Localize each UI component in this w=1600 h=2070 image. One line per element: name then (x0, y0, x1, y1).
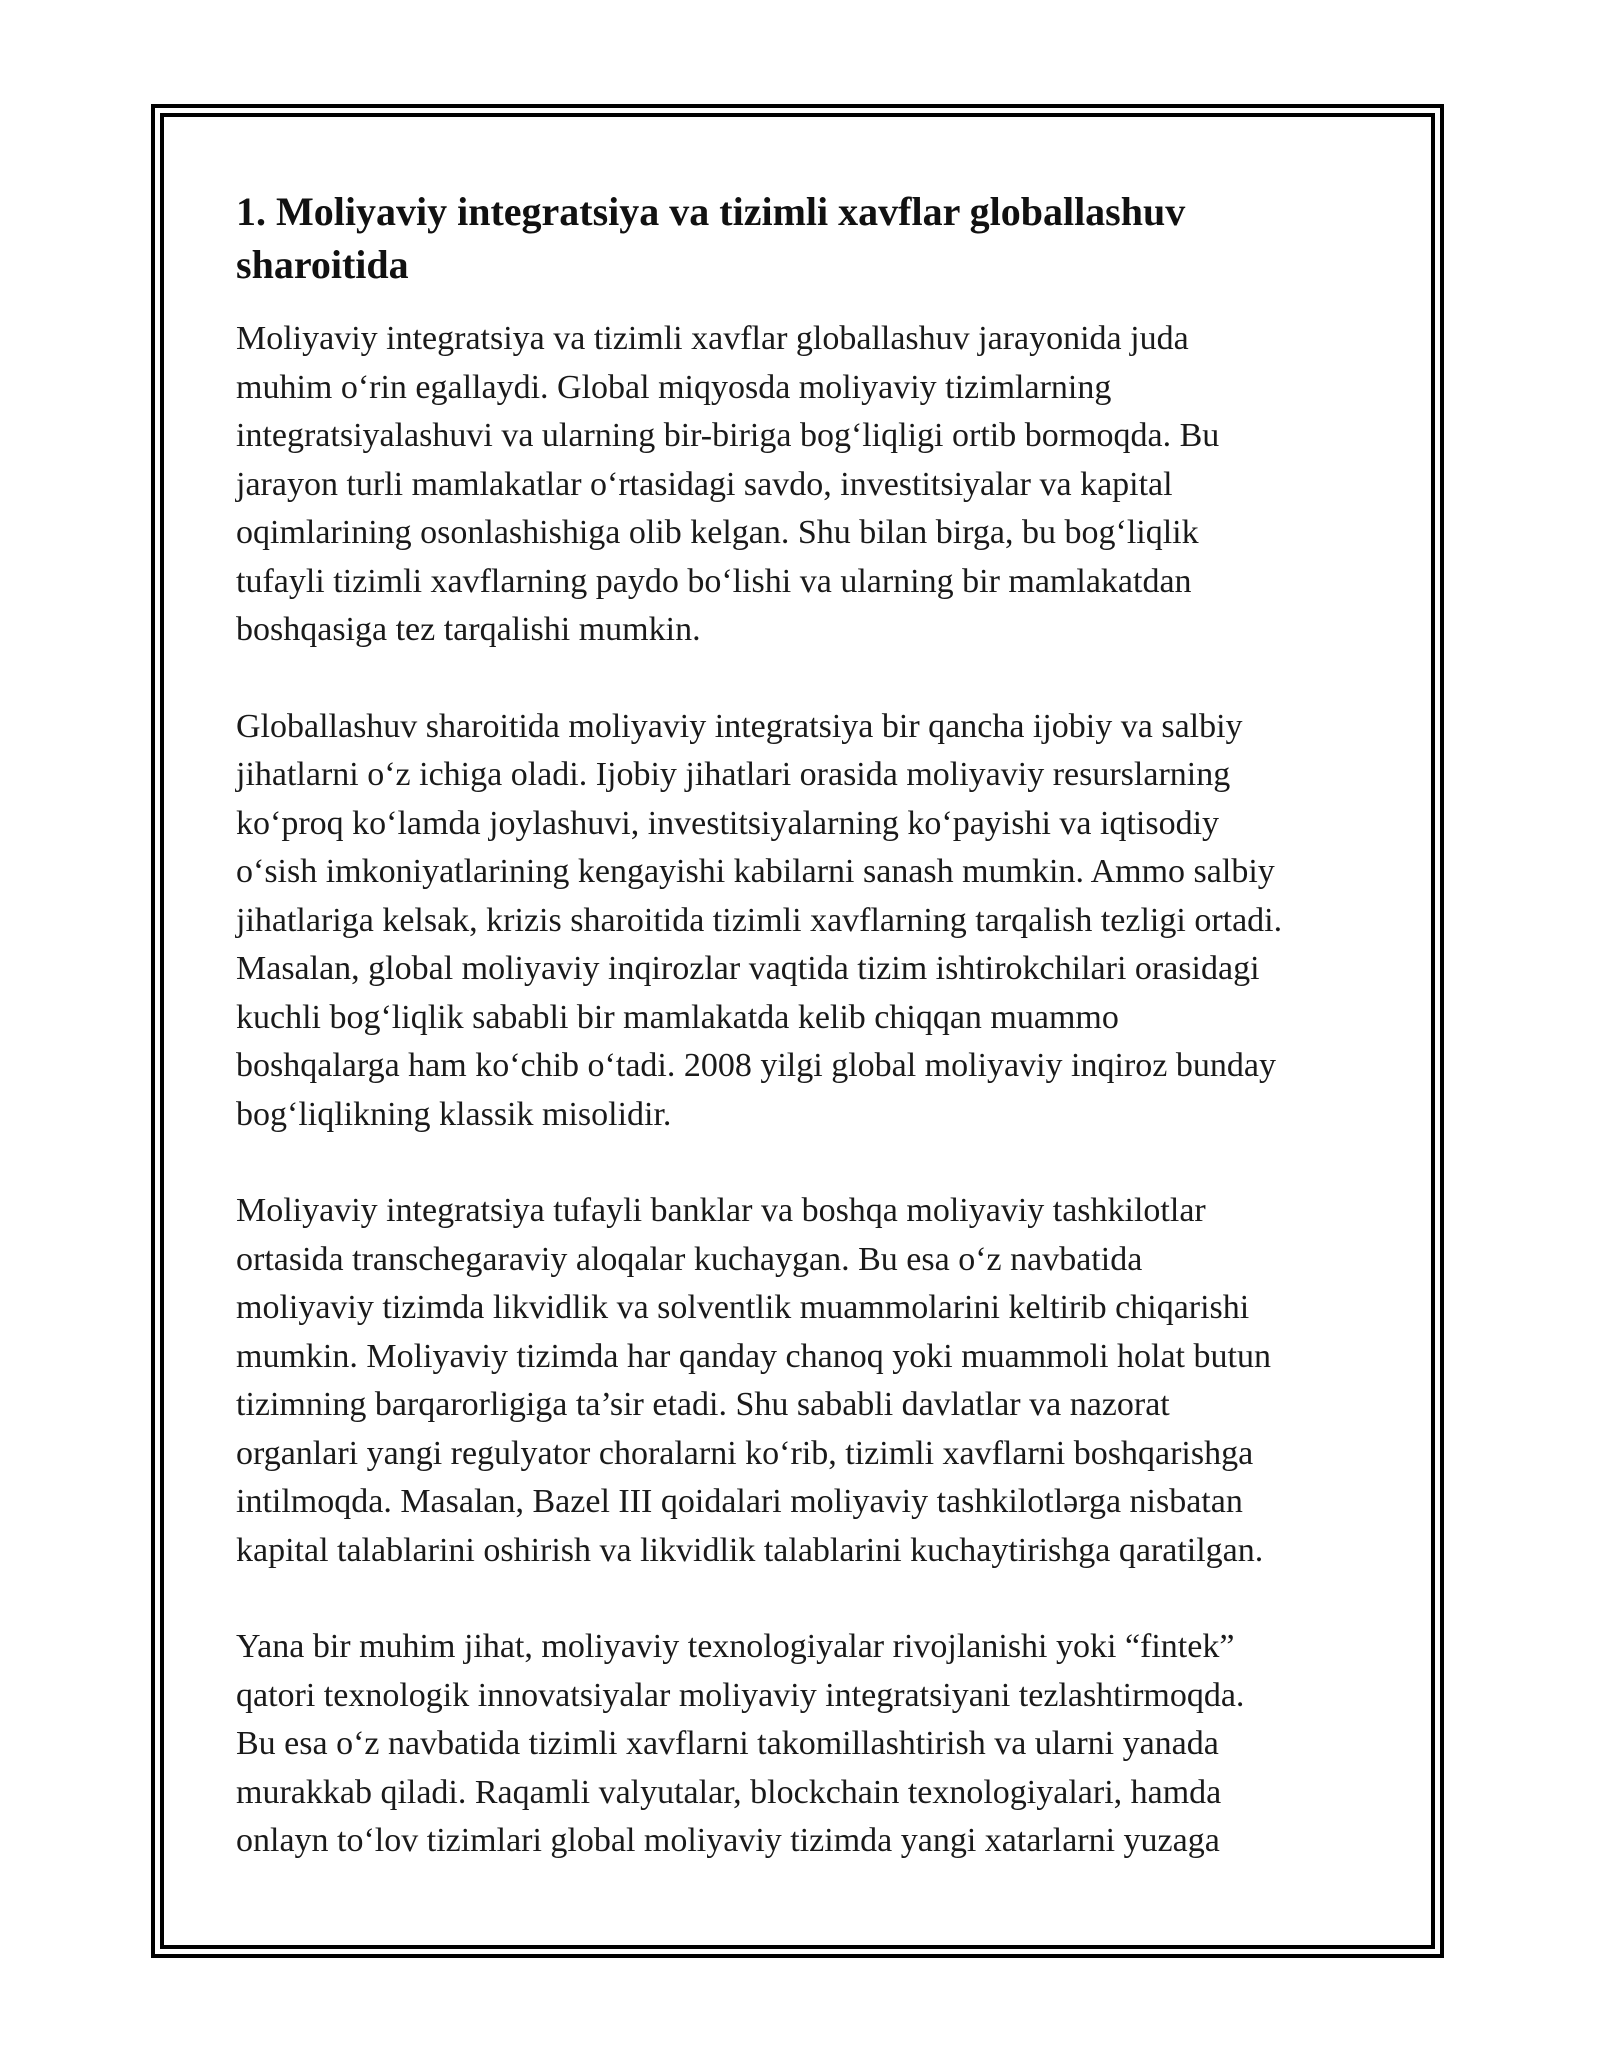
section-heading: 1. Moliyaviy integratsiya va tizimli xavflar globallashuv sharoitida (236, 189, 1186, 287)
paragraph-2: Globallashuv sharoitida moliyaviy integratsiya bir qancha ijobiy va salbiy jihatlarni o‘z ichiga oladi. Ijobiy jihatlari orasida moliyaviy resurslarning ko‘proq ko‘lamda joylashuvi, investitsiyalarning ko‘payishi va iqtisodiy o‘sish imkoniyatlarining kengayishi kabilarni sanash mumkin. Ammo salbiy jihatlariga kelsak, krizis sharoitida tizimli xavflarning tarqalish tezligi ortadi. Masalan, global moliyaviy inqirozlar vaqtida tizim ishtirokchilari orasidagi kuchli bog‘liqlik sababli bir mamlakatda kelib chiqqan muammo boshqalarga ham ko‘chib o‘tadi. 2008 yilgi global moliyaviy inqiroz bunday bog‘liqlikning klassik misolidir. (236, 707, 1283, 1133)
paragraph-3: Moliyaviy integratsiya tufayli banklar va boshqa moliyaviy tashkilotlar ortasida transchegaraviy aloqalar kuchaygan. Bu esa o‘z navbatida moliyaviy tizimda likvidlik va solventlik muammolarini keltirib chiqarishi mumkin. Moliyaviy tizimda har qanday chanoq yoki muammoli holat butun tizimning barqarorligiga ta’sir etadi. Shu sababli davlatlar va nazorat organlari yangi regulyator choralarni ko‘rib, tizimli xavflarni boshqarishga intilmoqda. Masalan, Bazel III qoidalari moliyaviy tashkilotlərga nisbatan kapital talablarini oshirish va likvidlik talablarini kuchaytirishga qaratilgan. (236, 1192, 1271, 1569)
paragraph-1: Moliyaviy integratsiya va tizimli xavflar globallashuv jarayonida juda muhim o‘rin egallaydi. Global miqyosda moliyaviy tizimlarning integratsiyalashuvi va ularning bir-biriga bog‘liqligi ortib bormoqda. Bu jarayon turli mamlakatlar o‘rtasidagi savdo, investitsiyalar va kapital oqimlarining osonlashishiga olib kelgan. Shu bilan birga, bu bog‘liqlik tufayli tizimli xavflarning paydo bo‘lishi va ularning bir mamlakatdan boshqasiga tez tarqalishi mumkin. (236, 320, 1220, 648)
paragraph-4: Yana bir muhim jihat, moliyaviy texnologiyalar rivojlanishi yoki “fintek” qatori texnologik innovatsiyalar moliyaviy integratsiyani tezlashtirmoqda. Bu esa o‘z navbatida tizimli xavflarni takomillashtirish va ularni yanada murakkab qiladi. Raqamli valyutalar, blockchain texnologiyalari, hamda onlayn to‘lov tizimlari global moliyaviy tizimda yangi xatarlarni yuzaga (236, 1628, 1245, 1859)
document-body (236, 185, 1366, 1866)
